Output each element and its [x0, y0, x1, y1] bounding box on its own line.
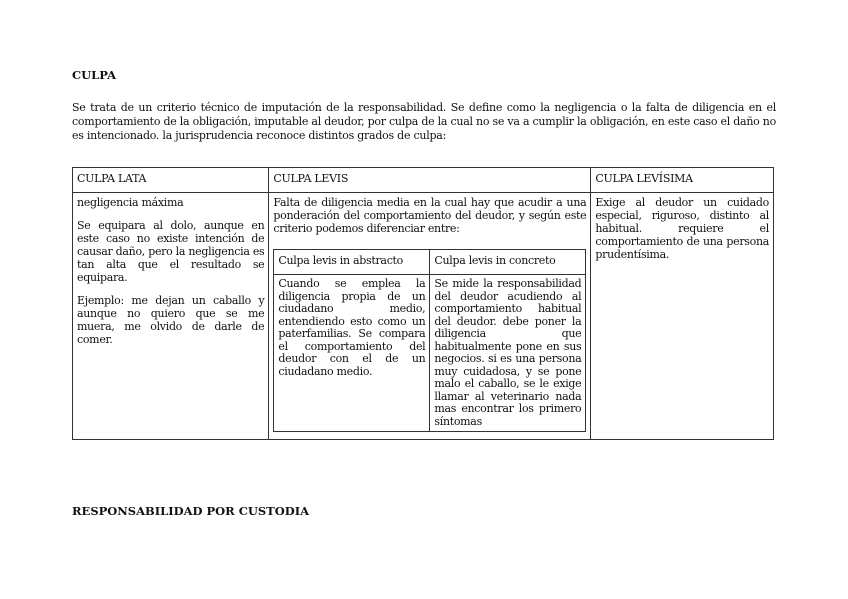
next-section-title: RESPONSABILIDAD POR CUSTODIA [72, 504, 310, 518]
header-culpa-levisima: CULPA LEVÍSIMA [591, 168, 774, 193]
section-title: CULPA [72, 68, 117, 82]
header-culpa-lata: CULPA LATA [73, 168, 269, 193]
lata-definition: negligencia máxima [77, 196, 184, 209]
levis-subtable [273, 249, 586, 432]
table-header-row [73, 168, 774, 193]
header-culpa-levis: CULPA LEVIS [269, 168, 591, 193]
culpa-grades-table [72, 167, 774, 440]
lata-example: Ejemplo: me dejan un caballo y aunque no quiero que se me muera, me olvido de darle de comer. [77, 294, 265, 346]
cell-culpa-levis [269, 193, 591, 440]
levis-intro: Falta de diligencia media en la cual hay que acudir a una ponderación del comportamiento del deudor, y según este criterio podemos diferenciar entre: [273, 196, 587, 235]
subtable-body-row [274, 275, 586, 432]
cell-culpa-levisima: Exige al deudor un cuidado especial, riguroso, distinto al habitual. requiere el comportamiento de una persona prudentísima. [591, 193, 774, 440]
culpa-section [72, 68, 776, 143]
levis-concreto-text: Se mide la responsabilidad del deudor acudiendo al comportamiento habitual del deudor. debe poner la diligencia que habitualmente pone en sus negocios. si es una persona muy cuidadosa, y se pone malo el caballo, se le exige llamar al veterinario nada mas encontrar los primero síntomas [430, 275, 586, 432]
intro-paragraph: Se trata de un criterio técnico de imputación de la responsabilidad. Se define como la negligencia o la falta de diligencia en el comportamiento de la obligación, imputable al deudor, por culpa de la cual no se va a cumplir la obligación, en este caso el daño no es intencionado. la jurisprudencia reconoce distintos grados de culpa: [72, 101, 776, 142]
header-levis-concreto: Culpa levis in concreto [430, 250, 586, 275]
table-body-row [73, 193, 774, 440]
lata-description: Se equipara al dolo, aunque en este caso no existe intención de causar daño, pero la negligencia es tan alta que el resultado se equipara. [77, 219, 265, 284]
subtable-header-row [274, 250, 586, 275]
levis-abstracto-text: Cuando se emplea la diligencia propia de un ciudadano medio, entendiendo esto como un paterfamilias. Se compara el comportamiento del deudor con el de un ciudadano medio. [274, 275, 430, 432]
header-levis-abstracto: Culpa levis in abstracto [274, 250, 430, 275]
cell-culpa-lata [73, 193, 269, 440]
